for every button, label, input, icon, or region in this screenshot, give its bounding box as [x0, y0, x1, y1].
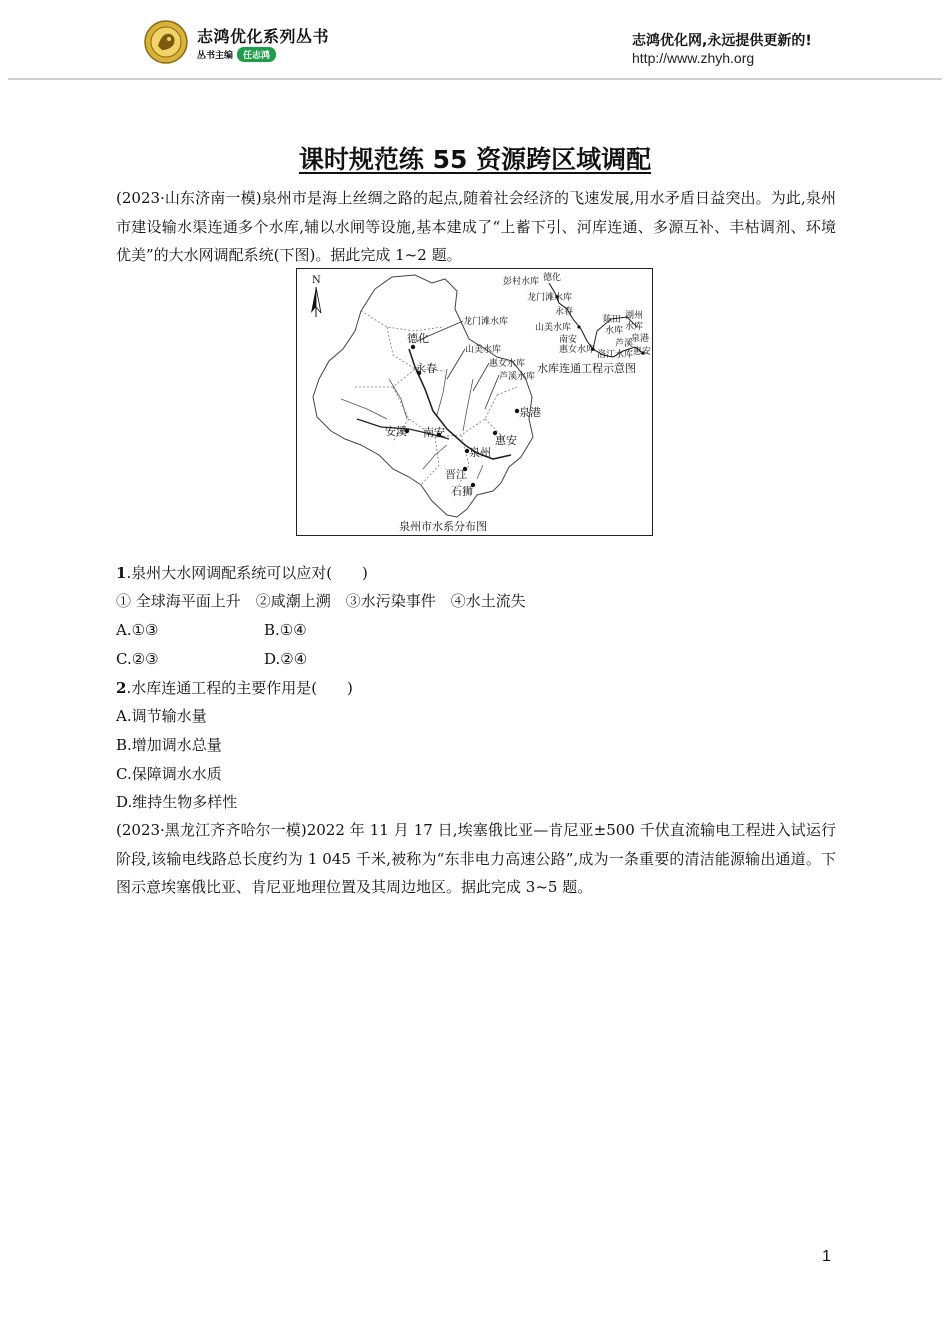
inset-label-nanan: 南安 [559, 335, 578, 345]
intro-paragraph-2: (2023·黑龙江齐齐哈尔一模)2022 年 11 月 17 日,埃塞俄比亚—肯尼亚±500 千伏直流输电工程进入试运行阶段,该输电线路总长度约为 1 045 千米,被称为“东非电力高速公路”,成为一条重要的清洁能源输出通道。下图示意埃塞俄比亚、肯尼亚地理位置及其周边地区。据此完成 3~5 题。 [116, 821, 836, 896]
north-label: N [312, 275, 321, 286]
map-caption: 泉州市水系分布图 [399, 520, 487, 533]
page-header [0, 0, 950, 80]
page-number: 1 [822, 1248, 831, 1265]
inset-label-huinv: 惠女水库 [559, 345, 596, 355]
q1-option-a[interactable]: A.①③ [116, 621, 159, 639]
quanzhou-water-map [296, 268, 653, 536]
question-2 [116, 677, 353, 699]
inset-label-quangang: 泉港 [631, 334, 650, 344]
inset-label-pengcun: 彭村水库 [503, 277, 540, 287]
label-quangang: 泉港 [519, 406, 541, 419]
site-url[interactable]: http://www.zhyh.org [632, 50, 755, 66]
inset-label-luojiang: 洛江 [597, 350, 616, 360]
county-boundaries [355, 311, 517, 489]
label-dehua: 德化 [407, 332, 429, 345]
region-outline [313, 275, 536, 517]
intro-paragraph-1: (2023·山东济南一模)泉州市是海上丝绸之路的起点,随着社会经济的飞速发展,用水矛盾日益突出。为此,泉州市建设输水渠连通多个水库,辅以水闸等设施,基本建成了“上蓄下引、河库连通、多源互补、丰枯调剂、环境优美”的大水网调配系统(下图)。据此完成 1~2 题。 [116, 189, 836, 264]
label-nanan: 南安 [423, 426, 445, 439]
inset-label-chentian: 陈田 [603, 315, 622, 325]
brand-title: 志鸿优化系列丛书 [197, 27, 330, 46]
q1-option-d[interactable]: D.②④ [264, 650, 308, 668]
q1-items: ① 全球海平面上升 ②咸潮上溯 ③水污染事件 ④水土流失 [116, 592, 526, 610]
editor-name: 任志鸿 [237, 47, 276, 62]
inset-label-longmentan: 龙门滩水库 [527, 293, 573, 303]
question-1 [116, 562, 368, 584]
label-huinv: 惠女水库 [489, 359, 526, 369]
page-title: 课时规范练 55 资源跨区域调配 [298, 145, 652, 174]
brand-logo [144, 20, 188, 64]
inset-label-yongchun: 永春 [555, 307, 574, 317]
q2-option-b[interactable]: B.增加调水总量 [116, 736, 222, 754]
editor-label: 丛书主编 [197, 51, 234, 61]
q1-option-c[interactable]: C.②③ [116, 650, 159, 668]
tributaries [341, 369, 483, 479]
map-drawing [297, 269, 654, 537]
q1-option-b[interactable]: B.①④ [264, 621, 307, 639]
inset-label-shuiku2: 水库 [625, 322, 644, 332]
q2-option-c[interactable]: C.保障调水水质 [116, 765, 222, 783]
dehua-dot [411, 345, 415, 349]
site-slogan: 志鸿优化网,永远提供更新的! [632, 33, 812, 49]
label-shishi: 石狮 [451, 485, 473, 498]
inset-title: 水库连通工程示意图 [537, 362, 636, 375]
inset-label-huian: 惠安 [633, 347, 652, 357]
north-arrow-icon [311, 287, 321, 317]
q2-option-a[interactable]: A.调节输水量 [116, 707, 207, 725]
label-quanzhou: 泉州 [469, 446, 491, 459]
label-longmentan: 龙门滩水库 [463, 317, 509, 327]
label-jinjiang: 晋江 [445, 468, 467, 481]
label-anxi: 安溪 [385, 425, 407, 438]
q2-number: 2 [116, 679, 127, 697]
inset-label-shuiku3: 水库 [615, 350, 634, 360]
q2-stem: .水库连通工程的主要作用是( ) [126, 679, 353, 697]
brand-editor [197, 47, 276, 62]
q1-number: 1 [116, 564, 127, 582]
inset-label-luxi: 芦溪 [615, 339, 634, 349]
inset-label-shuiku: 水库 [605, 326, 624, 336]
q2-option-d[interactable]: D.维持生物多样性 [116, 793, 238, 811]
label-yongchun: 永春 [415, 362, 437, 375]
inset-label-dehua: 德化 [543, 273, 562, 283]
label-shanmei: 山美水库 [465, 345, 502, 355]
q1-stem: .泉州大水网调配系统可以应对( ) [126, 564, 368, 582]
header-divider [8, 78, 942, 80]
inset-label-shanmei: 山美水库 [535, 323, 572, 333]
inset-label-shanhu: 湖州 [625, 311, 644, 321]
label-huian: 惠安 [495, 434, 517, 447]
label-luxi: 芦溪水库 [499, 372, 536, 382]
